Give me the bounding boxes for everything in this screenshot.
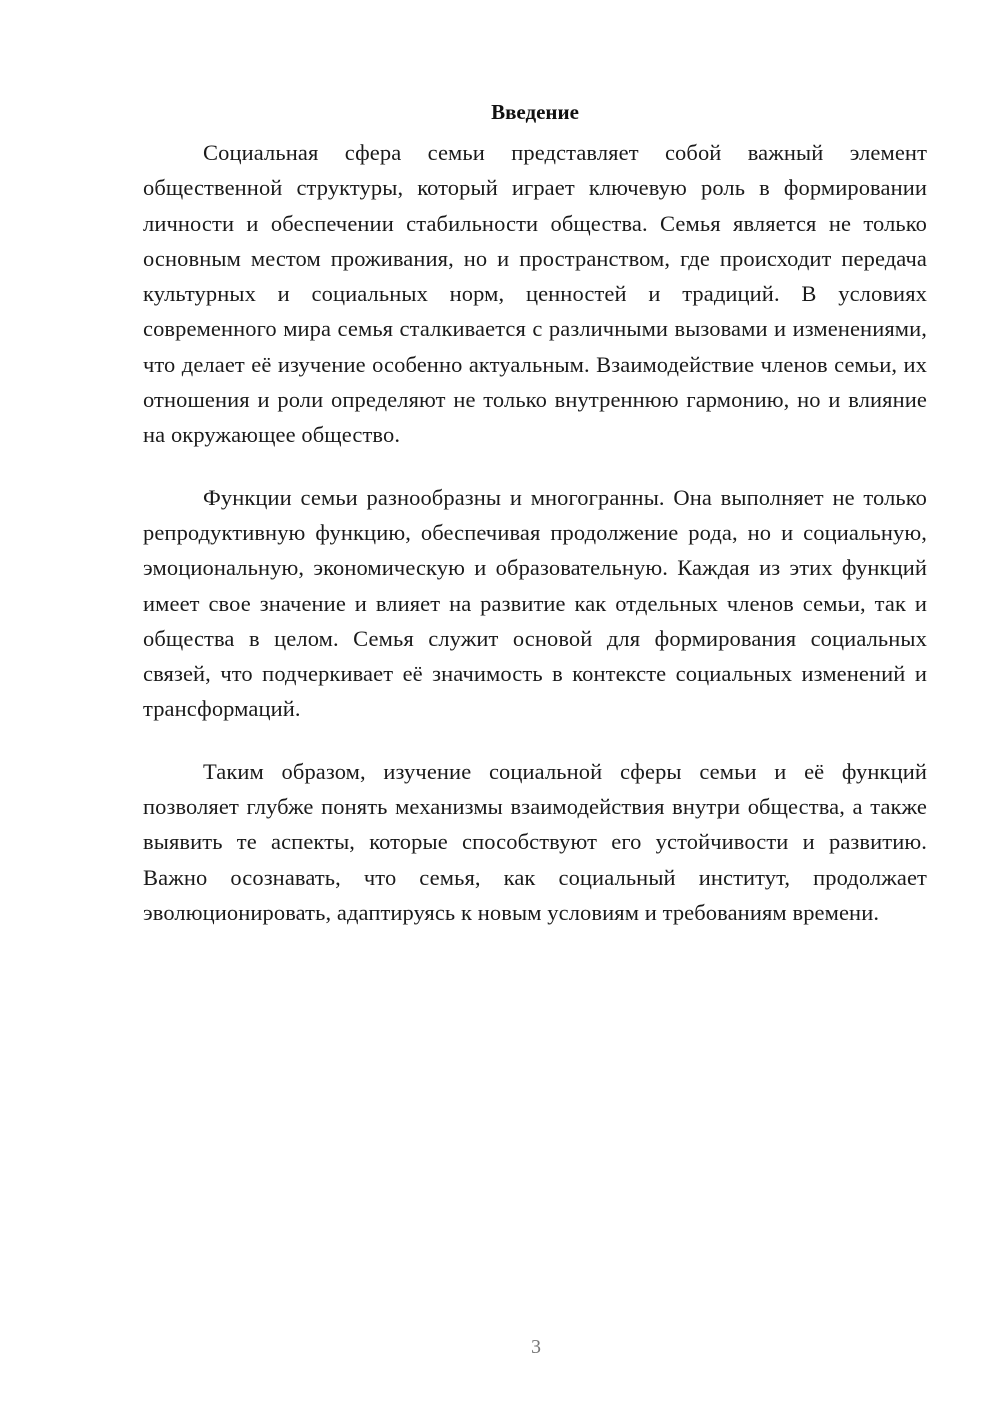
paragraph-1: Социальная сфера семьи представляет собой важный элемент общественной структуры, который играет ключевую роль в формировании личности и обеспечении стабильности общества. Семья является не только основным местом проживания, но и пространством, где происходит передача культурных и социальных норм, ценностей и традиций. В условиях современного мира семья сталкивается с различными вызовами и изменениями, что делает её изучение особенно актуальным. Взаимодействие членов семьи, их отношения и роли определяют не только внутреннюю гармонию, но и влияние на окружающее общество.	[143, 140, 927, 448]
paragraph-2: Функции семьи разнообразны и многогранны. Она выполняет не только репродуктивную функцию, обеспечивая продолжение рода, но и социальную, эмоциональную, экономическую и образовательную. Каждая из этих функций имеет свое значение и влияет на развитие как отдельных членов семьи, так и общества в целом. Семья служит основой для формирования социальных связей, что подчеркивает её значимость в контексте социальных изменений и трансформаций.	[143, 484, 927, 722]
page-number: 3	[531, 1336, 541, 1358]
page-content	[143, 97, 927, 957]
paragraph-3: Таким образом, изучение социальной сферы семьи и её функций позволяет глубже понять механизмы взаимодействия внутри общества, а также выявить те аспекты, которые способствуют его устойчивости и развитию. Важно осознавать, что семья, как социальный институт, продолжает эволюционировать, адаптируясь к новым условиям и требованиям времени.	[143, 758, 927, 925]
section-heading: Введение	[491, 100, 579, 124]
